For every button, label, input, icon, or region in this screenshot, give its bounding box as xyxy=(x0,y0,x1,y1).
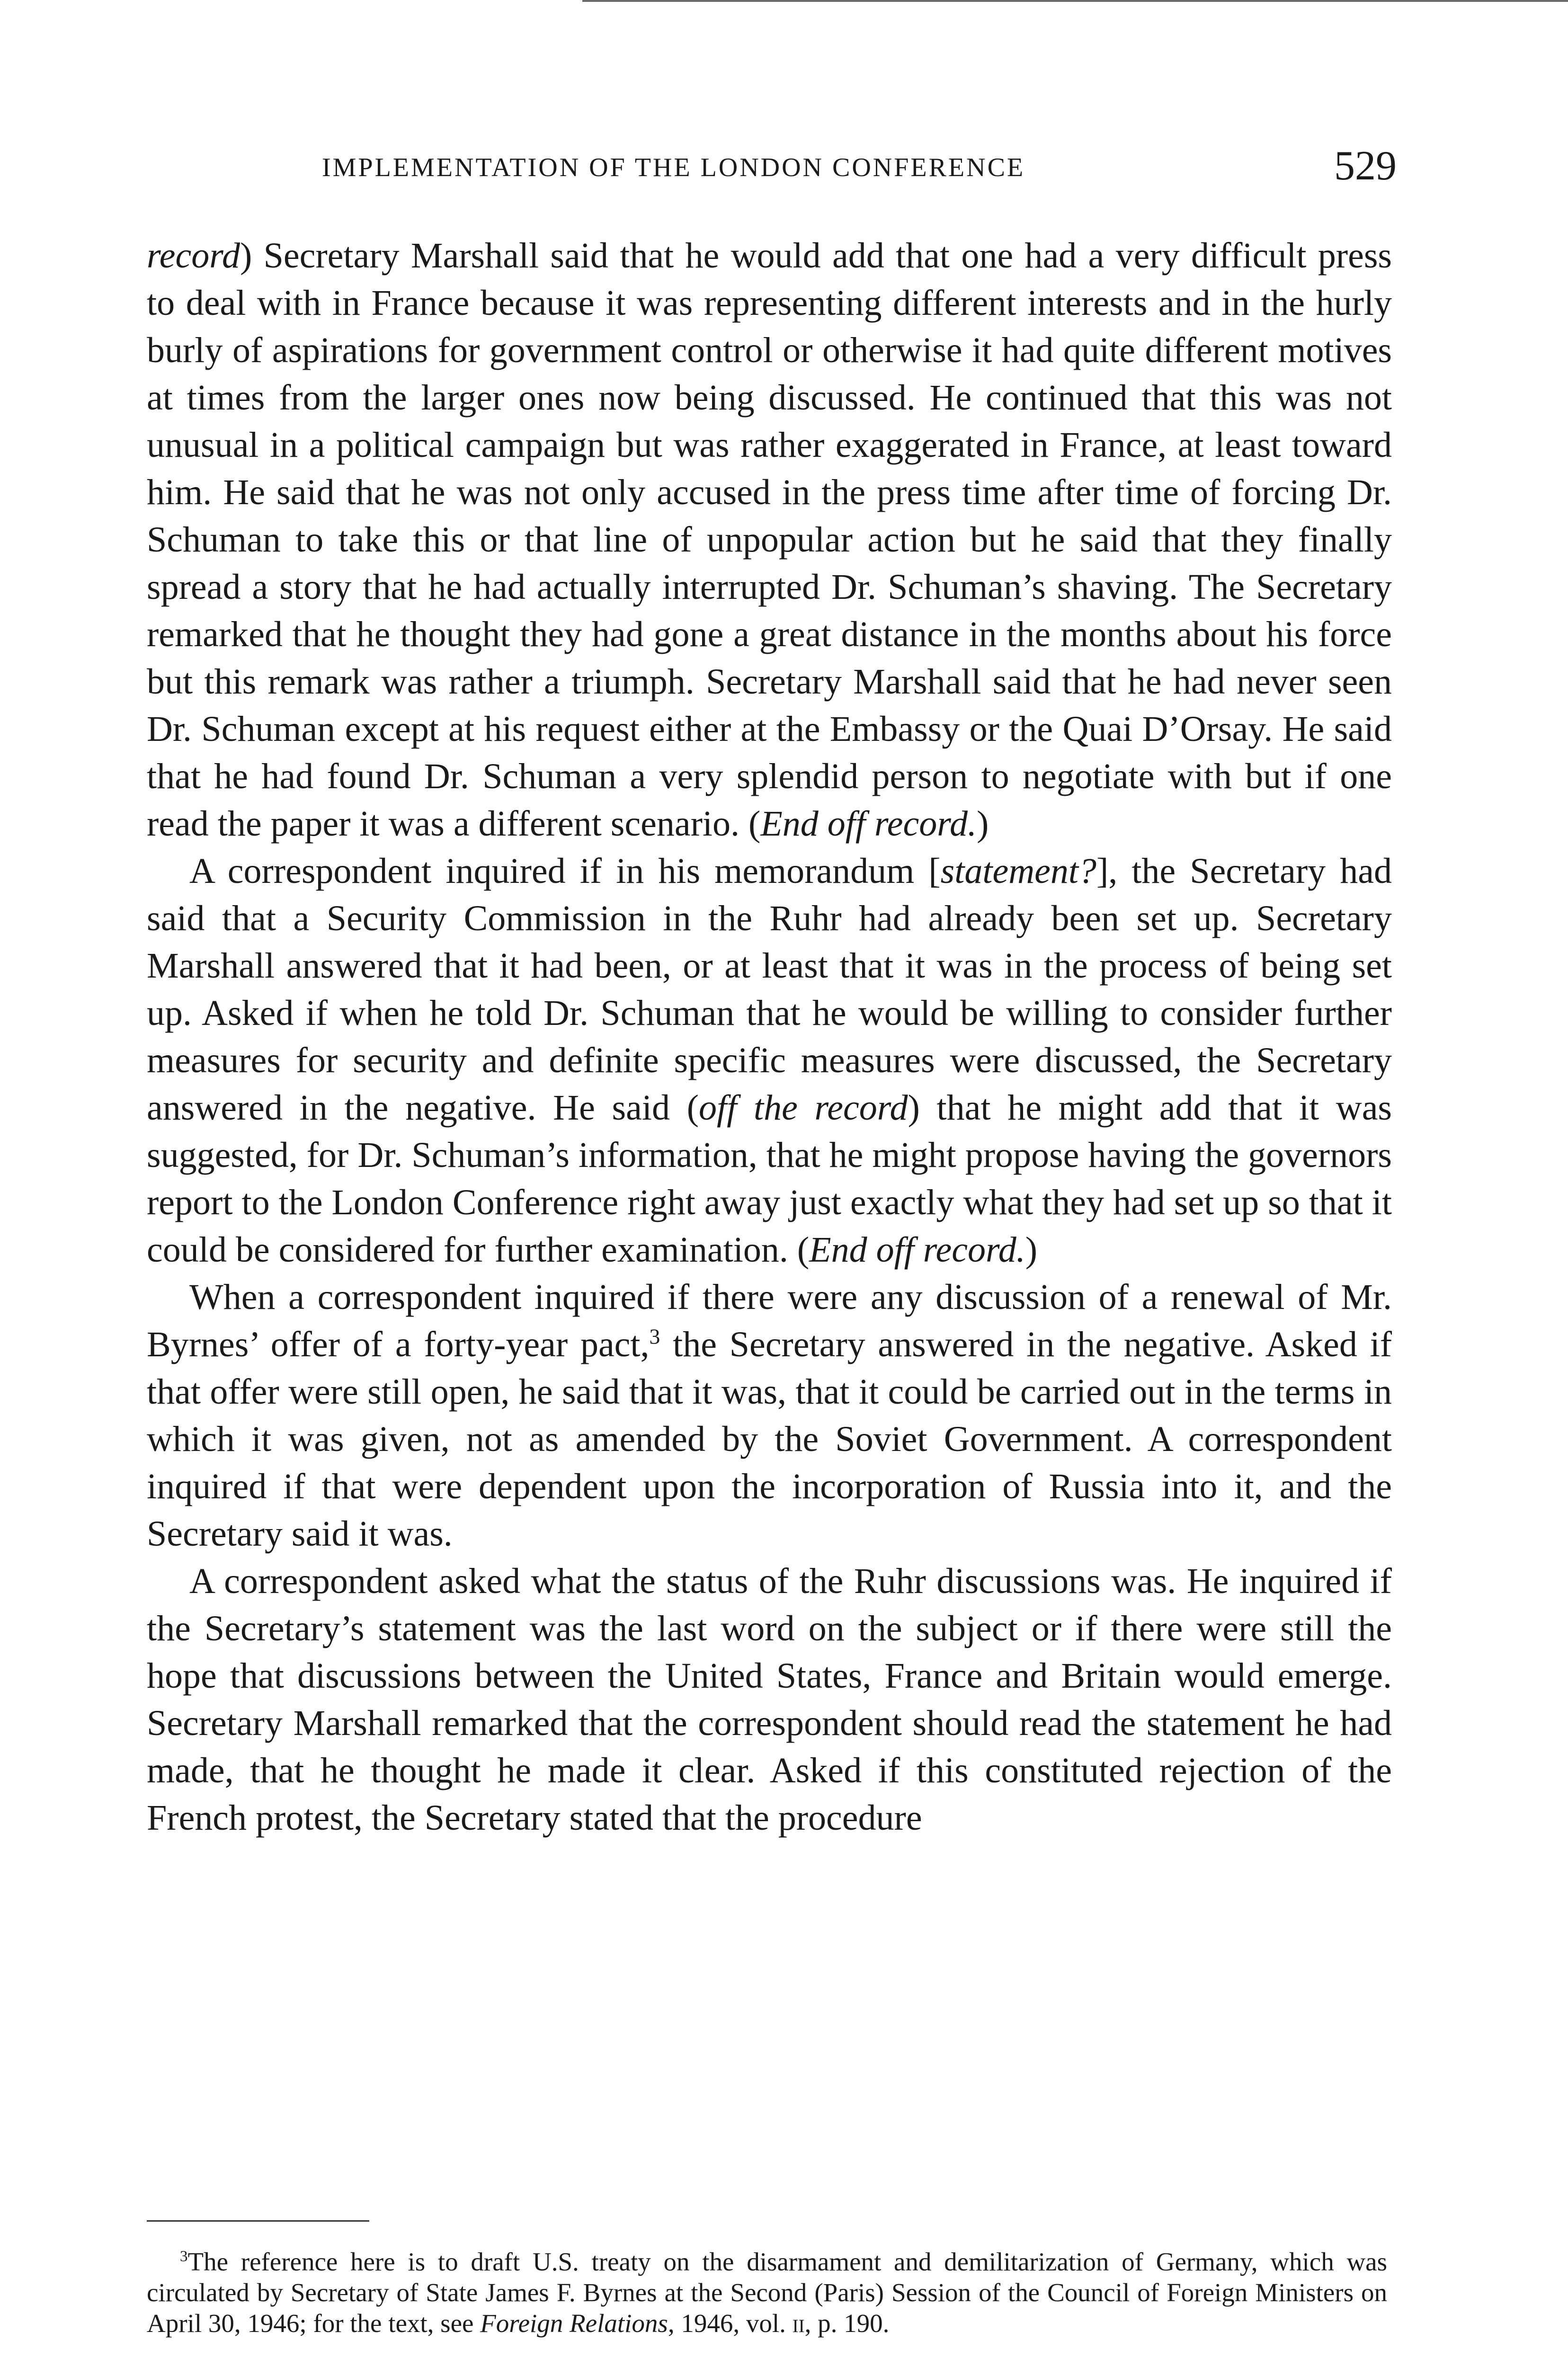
small-caps-text: ii xyxy=(792,2309,805,2338)
text-run: A correspondent inquired if in his memorandum [ xyxy=(189,851,941,891)
text-run: ) Secretary Marshall said that he would add that one had a very difficult press to deal with in France because it was representing different interests and in the hurly burly of aspirations for government control or otherwise it had quite different motives at times from the larger ones now being discussed. He continued that this was not unusual in a political campaign but was rather exaggerated in France, at least toward him. He said that he was not only accused in the press time after time of forcing Dr. Schuman to take this or that line of unpopular action but he said that they finally spread a story that he had actually interrupted Dr. Schuman’s shaving. The Secretary remarked that he thought they had gone a great distance in the months about his force but this remark was rather a triumph. Secretary Marshall said that he had never seen Dr. Schuman except at his request either at the Embassy or the Quai D’Orsay. He said that he had found Dr. Schuman a very splendid person to negotiate with but if one read the paper it was a different scenario. ( xyxy=(147,236,1392,844)
text-run: The reference here is to draft U.S. treaty on the disarmament and demilitarization of Germany, which was circulated by Secretary of State James F. Byrnes at the Second (Paris) Session of the Council of Foreign Ministers on April 30, 1946; for the text, see xyxy=(147,2247,1387,2338)
text-run: ) xyxy=(1025,1230,1038,1270)
text-run: A correspondent asked what the status of the Ruhr discussions was. He inquired if the Secretary’s statement was the last word on the subject or if there were still the hope that discussions between the United States, France and Britain would emerge. Secretary Marshall remarked that the correspondent should read the statement he had made, that he thought he made it clear. Asked if this constituted rejection of the French protest, the Secretary stated that the procedure xyxy=(147,1561,1392,1838)
text-run: , p. 190. xyxy=(804,2309,890,2338)
paragraph xyxy=(147,1273,1392,1557)
italic-text: Foreign Relations xyxy=(480,2309,668,2338)
top-edge-rule xyxy=(582,0,1568,2)
italic-text: record xyxy=(147,236,240,276)
footnote-marker: 3 xyxy=(180,2248,188,2265)
footnote-separator xyxy=(147,2220,369,2222)
text-run: ) that he might add that it was suggested, for Dr. Schuman’s information, that he might propose having the governors report to the London Conference right away just exactly what they had set up so that it could be considered for further examination. ( xyxy=(147,1088,1392,1270)
paragraph xyxy=(147,1557,1392,1842)
text-run: ) xyxy=(976,804,989,844)
footnote-reference: 3 xyxy=(649,1324,660,1349)
paragraph xyxy=(147,847,1392,1273)
running-head: IMPLEMENTATION OF THE LONDON CONFERENCE xyxy=(322,153,1025,182)
body-text xyxy=(147,232,1392,1842)
italic-text: statement? xyxy=(940,851,1096,891)
page-number: 529 xyxy=(1334,143,1397,189)
italic-text: off the record xyxy=(699,1088,908,1128)
italic-text: End off record. xyxy=(760,804,977,844)
text-run: ], the Secretary had said that a Security Commission in the Ruhr had already been set up. Secretary Marshall answered that it had been, or at least that it was in the process of being set up. Asked if when he told Dr. Schuman that he would be willing to consider further measures for security and definite specific measures were discussed, the Secretary answered in the negative. He said ( xyxy=(147,851,1392,1128)
footnote xyxy=(147,2246,1387,2339)
italic-text: End off record. xyxy=(809,1230,1025,1270)
text-run: , 1946, vol. xyxy=(668,2309,793,2338)
paragraph xyxy=(147,232,1392,847)
page-header xyxy=(147,142,1397,194)
text-run: When a correspondent inquired if there were any discussion of a renewal of Mr. Byrnes’ offer of a forty-year pact, xyxy=(147,1277,1392,1364)
text-run: the Secretary answered in the negative. Asked if that offer were still open, he said that it was, that it could be carried out in the terms in which it was given, not as amended by the Soviet Government. A correspondent inquired if that were dependent upon the incorporation of Russia into it, and the Secretary said it was. xyxy=(147,1325,1392,1554)
